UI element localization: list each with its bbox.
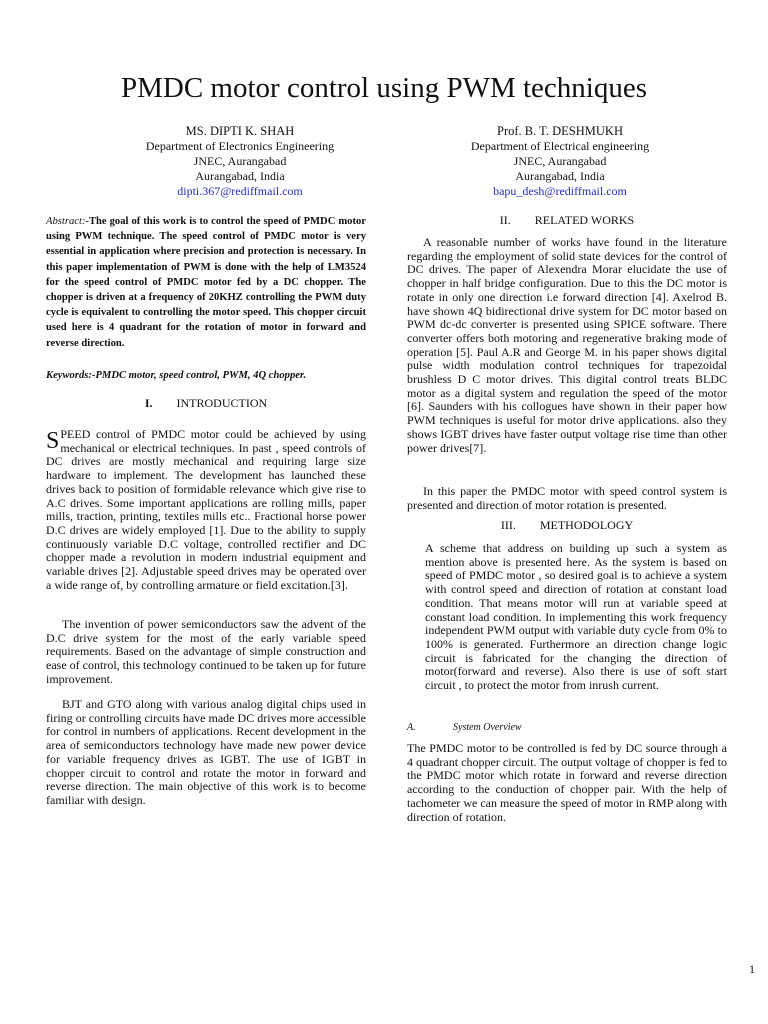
intro-paragraph-1 <box>46 428 366 592</box>
related-paragraph-1: A reasonable number of works have found in the literature regarding the employment of solid state devices for the control of DC drives. The paper of Alexendra Morar elucidate the use of chopper in half bridge configuration. Due to this the DC motor is rotate in only one direction i.e forward direction [4]. Axelrod B. have shown 4Q bidirectional drive system for DC motor based on PWM dc-dc converter is presented using SPICE software. There converter offers both motoring and regenerative braking mode of operation [5]. Paul A.R and George M. in his paper shows digital pulse width modulation control techniques for trapezoidal brushless D C motor drives. This digital control treats BLDC motor as a digital system and regulation the speed of the motor [6]. Saunders with his collogues have shown in their paper how PWM techniques is useful for motor drive applications. also they shows IGBT drives have faster output voltage rise time than other power drives[7]. <box>407 235 727 455</box>
subsection-title: System Overview <box>453 722 522 733</box>
keywords: Keywords:-PMDC motor, speed control, PWM, 4Q chopper. <box>46 370 307 381</box>
related-paragraph-2: In this paper the PMDC motor with speed control system is presented and direction of motor rotation is presented. <box>407 484 727 512</box>
section-heading-introduction <box>46 397 366 411</box>
abstract <box>46 214 366 351</box>
page-number: 1 <box>749 962 755 976</box>
author-name: MS. DIPTI K. SHAH <box>185 124 295 138</box>
section-number: I. <box>144 396 153 410</box>
abstract-text: The goal of this work is to control the speed of PMDC motor using PWM technique. The speed control of PMDC motor is very essential in application where precision and protection is necessary. In this paper implementation of PWM is done with the help of LM3524 for the speed control of PMDC motor fed by a DC chopper. The chopper is driven at a frequency of 20KHZ controlling the PWM duty cycle is equivalent to controlling the motor speed. This chopper circuit used here is 4 quadrant for the rotation of motor in forward and reverse direction. <box>46 216 366 349</box>
author-location: Aurangabad, India <box>515 169 605 183</box>
intro-paragraph-3: BJT and GTO along with various analog digital chips used in firing or controlling circuits have made DC drives more accessible for control in numbers of applications. Recent development in the area of semiconductors technology have made new power device for variable frequency drives as IGBT. The use of IGBT in chopper circuit to control and rotate the motor in forward and reverse direction. The main objective of this work is to become familiar with design. <box>46 697 366 807</box>
author-institution: JNEC, Aurangabad <box>193 154 287 168</box>
section-heading-methodology <box>407 519 727 533</box>
author-location: Aurangabad, India <box>195 169 285 183</box>
paper-title: PMDC motor control using PWM techniques <box>120 72 647 104</box>
drop-cap: S <box>46 428 60 454</box>
section-number: III. <box>500 518 516 532</box>
overview-paragraph: The PMDC motor to be controlled is fed by DC source through a 4 quadrant chopper circuit. The output voltage of chopper is fed to the PMDC motor which rotate in forward and reverse direction according to the conduction of chopper pair. With the help of tachometer we can measure the speed of motor in RMP along with direction of rotation. <box>407 741 727 824</box>
author-department: Department of Electronics Engineering <box>145 139 335 153</box>
section-title: METHODOLOGY <box>539 518 634 532</box>
section-title: RELATED WORKS <box>534 213 635 227</box>
author-block-2 <box>410 124 710 199</box>
author-email-link[interactable]: dipti.367@rediffmail.com <box>177 184 303 198</box>
section-title: INTRODUCTION <box>176 396 268 410</box>
section-heading-related-works <box>407 214 727 228</box>
intro-paragraph-2: The invention of power semiconductors saw the advent of the D.C drive system for the most of the early variable speed requirements. Based on the advantage of simple construction and ease of control, this technology continued to be taken up for future improvement. <box>46 617 366 686</box>
methodology-paragraph: A scheme that address on building up such a system as mention above is presented here. As the system is based on speed of PMDC motor , so desired goal is to achieve a system with control speed and direction of rotation at constant load condition. That means motor will run at variable speed at constant load condition. In implementing this work frequency independent PWM output with variable duty cycle from 0% to 100% is generated. Furthermore an direction change logic circuit is fabricated for the changing the direction of motor(forward and reverse). Also there is use of soft start circuit , to protect the motor from inrush current. <box>425 541 727 693</box>
author-name: Prof. B. T. DESHMUKH <box>497 124 623 138</box>
paragraph-text: PEED control of PMDC motor could be achieved by using mechanical or electrical techniques. In past , speed controls of DC drives are mostly mechanical and requiring large size hardware to implement. The development has launched these drives back to position of formidable relevance which give rise to A.C drives. Some important applications are rolling mills, paper mills, traction, printing, textiles mills etc.. Fractional horse power D.C drives are widely employed [1]. Due to the ability to supply continuously variable D.C voltage, controlled rectifier and DC chopper made a revolution in modern industrial equipment and variable drives [2]. Adjustable speed drives may be operated over a wide range of, by controlling armature or field excitation.[3]. <box>46 427 366 592</box>
author-email-link[interactable]: bapu_desh@rediffmail.com <box>493 184 627 198</box>
abstract-label: Abstract:- <box>46 216 89 227</box>
author-institution: JNEC, Aurangabad <box>513 154 607 168</box>
author-block-1 <box>90 124 390 199</box>
section-number: II. <box>499 213 511 227</box>
subsection-heading-system-overview <box>407 721 727 735</box>
subsection-number: A. <box>407 722 416 733</box>
author-department: Department of Electrical engineering <box>470 139 650 153</box>
